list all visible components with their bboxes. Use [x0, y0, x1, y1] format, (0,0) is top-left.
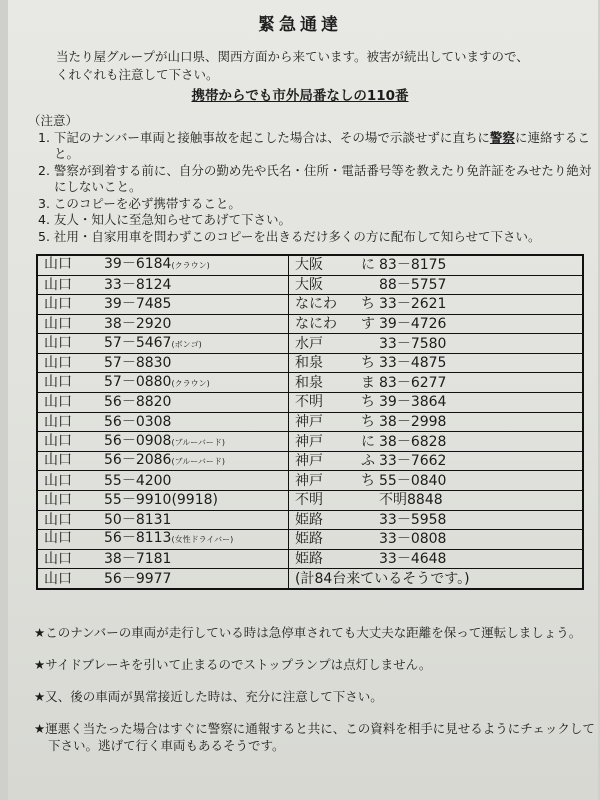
plate-region: 神戸	[295, 433, 323, 450]
plate-vehicle-note: (ブルーバード)	[171, 437, 225, 447]
plate-row	[37, 295, 583, 315]
plate-number: 33－4648	[379, 550, 447, 567]
plate-row	[37, 451, 583, 471]
plate-region: 山口	[44, 296, 72, 313]
warning-item: ★運悪く当たった場合はすぐに警察に通報すると共に、この資料を相手に見せるようにチェックして下さい。逃げて行く車両もあるそうです。	[34, 721, 595, 753]
plate-right-cell	[289, 510, 584, 530]
plate-left-cell	[37, 549, 289, 569]
plate-right-cell	[289, 393, 584, 413]
plate-number: 57－8830	[104, 355, 172, 372]
plate-row	[37, 569, 583, 589]
plate-region: 姫路	[295, 511, 323, 528]
plate-right-cell	[289, 530, 584, 550]
plate-right-cell	[289, 432, 584, 452]
plate-region: 山口	[44, 256, 72, 273]
hotline-notice	[0, 84, 600, 104]
notes-section	[28, 113, 600, 245]
plate-region: 山口	[44, 355, 72, 372]
plate-row	[37, 334, 583, 354]
plate-kana: ち	[361, 472, 375, 489]
intro-text	[56, 48, 529, 84]
plate-left-cell	[37, 373, 289, 393]
plate-number: 56－9977	[104, 570, 172, 587]
plate-number: 38－6828	[379, 433, 447, 450]
plate-region: 山口	[44, 511, 72, 528]
hotline-text: 携帯からでも市外局番なしの110番	[191, 88, 409, 104]
note-text: 友人・知人に至急知らせてあげて下さい。	[53, 212, 292, 227]
plate-region: なにわ	[295, 316, 337, 333]
plate-right-cell	[289, 569, 584, 589]
plate-number: 55－0840	[379, 472, 447, 489]
plate-region: 水戸	[295, 335, 323, 352]
plate-left-cell	[37, 255, 289, 275]
plate-number: 33－4875	[379, 355, 447, 372]
plate-region: 山口	[44, 452, 72, 469]
intro-line: 当たり屋グループが山口県、関西方面から来ています。被害が続出していますので、	[56, 49, 529, 64]
note-number: 4.	[38, 212, 54, 227]
plate-number: 39－7485	[104, 296, 172, 313]
plate-number: 57－0880	[104, 373, 172, 390]
plate-right-cell	[289, 490, 584, 510]
plate-row	[37, 373, 583, 393]
plate-region: 山口	[44, 394, 72, 411]
plate-region: 姫路	[295, 531, 323, 548]
plate-region: 山口	[44, 472, 72, 489]
plate-left-cell	[37, 432, 289, 452]
plate-number: 83－6277	[379, 374, 447, 391]
plate-kana: ち	[361, 355, 375, 372]
note-number: 1.	[38, 129, 54, 145]
plate-row	[37, 549, 583, 569]
plate-region: 山口	[44, 276, 72, 293]
plate-row	[37, 510, 583, 530]
plate-number: 39－3864	[379, 394, 447, 411]
plate-right-cell	[289, 471, 584, 491]
plate-left-cell	[37, 393, 289, 413]
plate-number: 55－9910(9918)	[104, 492, 218, 509]
note-keyword: 警察	[489, 129, 515, 145]
note-item	[28, 163, 600, 196]
note-number: 2.	[38, 162, 54, 178]
note-text: 警察が到着する前に、自分の勤め先や氏名・住所・電話番号等を教えたり免許証をみせたり絶対にしないこと。	[53, 162, 592, 194]
plate-right-cell	[289, 451, 584, 471]
plate-number: 33－2621	[379, 296, 447, 313]
plate-left-cell	[37, 510, 289, 530]
plate-region: 山口	[44, 316, 72, 333]
flyer-title: 緊急通達	[258, 15, 342, 35]
plate-right-cell	[289, 549, 584, 569]
note-number: 3.	[38, 195, 54, 211]
plate-number: 33－8124	[104, 276, 172, 293]
plate-left-cell	[37, 275, 289, 295]
plate-left-cell	[37, 530, 289, 550]
plate-region: 山口	[44, 530, 72, 547]
plate-kana: ふ	[361, 453, 375, 470]
plate-number: 33－0808	[379, 531, 447, 548]
plate-kana: に	[361, 257, 375, 274]
plate-region: 神戸	[295, 413, 323, 430]
plate-row	[37, 314, 583, 334]
plate-row	[37, 490, 583, 510]
note-text: 社用・自家用車を問わずこのコピーを出きるだけ多くの方に配布して知らせて下さい。	[53, 228, 541, 244]
plate-region: 山口	[44, 492, 72, 509]
plate-kana: す	[361, 316, 375, 333]
plate-number: 50－8131	[104, 511, 172, 528]
warning-item: ★サイドブレーキを引いて止まるのでストップランプは点灯しません。	[34, 657, 432, 672]
plate-left-cell	[37, 334, 289, 354]
plate-number: 33－7580	[379, 335, 447, 352]
plate-number: 83－8175	[379, 257, 447, 274]
plate-kana: ち	[361, 413, 375, 430]
plate-region: 和泉	[295, 355, 323, 372]
plate-left-cell	[37, 490, 289, 510]
plate-region: 神戸	[295, 472, 323, 489]
plate-kana: に	[361, 433, 375, 450]
plate-vehicle-note: (クラウン)	[171, 261, 210, 271]
plate-left-cell	[37, 412, 289, 432]
note-item	[28, 229, 600, 246]
plate-vehicle-note: (ボンゴ)	[171, 339, 202, 349]
plate-number: 56－8820	[104, 394, 172, 411]
plate-row	[37, 471, 583, 491]
plate-region: 大阪	[295, 257, 323, 274]
plate-region: 山口	[44, 570, 72, 587]
plate-right-cell	[289, 255, 584, 275]
note-item	[28, 130, 600, 163]
plate-number: 39－4726	[379, 316, 447, 333]
plate-region: 山口	[44, 550, 72, 567]
plate-left-cell	[37, 314, 289, 334]
plate-region: 姫路	[295, 550, 323, 567]
plate-number: 88－5757	[379, 276, 447, 293]
plate-number: 56－8113	[104, 530, 172, 547]
plate-row	[37, 275, 583, 295]
plate-number: 39－6184	[104, 256, 172, 273]
notes-list	[28, 130, 600, 246]
plate-region: 山口	[44, 413, 72, 430]
plate-kana: ま	[361, 374, 375, 391]
plate-number: 33－5958	[379, 511, 447, 528]
bottom-notes	[34, 624, 600, 769]
plate-right-cell	[289, 334, 584, 354]
plate-number: 56－0908	[104, 432, 172, 449]
plate-region: 神戸	[295, 453, 323, 470]
plates-table	[36, 254, 584, 590]
plate-total-note: (計84台来ているそうです。)	[295, 570, 470, 587]
plate-row	[37, 530, 583, 550]
note-text: このコピーを必ず携帯すること。	[53, 195, 241, 211]
plate-number: 38－2998	[379, 413, 447, 430]
plate-right-cell	[289, 373, 584, 393]
warning-item: ★又、後の車両が異常接近した時は、充分に注意して下さい。	[34, 689, 383, 704]
note-item	[28, 196, 600, 213]
plate-region: 不明	[295, 394, 323, 411]
plate-left-cell	[37, 295, 289, 315]
plate-region: 大阪	[295, 276, 323, 293]
plate-number: 57－5467	[104, 334, 172, 351]
plate-row	[37, 353, 583, 373]
plate-number: 56－2086	[104, 452, 172, 469]
plate-vehicle-note: (女性ドライバー)	[171, 535, 234, 545]
intro-line: くれぐれも注意して下さい。	[56, 67, 219, 82]
note-text: 下記のナンバー車両と接触事故を起こした場合は、その場で示談せずに直ちに	[53, 129, 490, 145]
plate-right-cell	[289, 275, 584, 295]
note-number: 5.	[38, 228, 54, 244]
plate-region: なにわ	[295, 296, 337, 313]
plate-number: 38－2920	[104, 316, 172, 333]
warning-item: ★このナンバーの車両が走行している時は急停車されても大丈夫な距離を保って運転しましょう。	[34, 625, 582, 640]
plate-vehicle-note: (クラウン)	[171, 378, 210, 388]
plate-left-cell	[37, 569, 289, 589]
note-text-end: に連絡すること。	[54, 129, 590, 161]
note-item	[28, 212, 600, 229]
plate-right-cell	[289, 412, 584, 432]
plate-right-cell	[289, 314, 584, 334]
plate-kana: ち	[361, 394, 375, 411]
plate-region: 山口	[44, 373, 72, 390]
plate-region: 和泉	[295, 374, 323, 391]
plate-region: 山口	[44, 334, 72, 351]
plate-number: 56－0308	[104, 413, 172, 430]
plate-row	[37, 255, 583, 275]
plate-number: 不明8848	[379, 492, 443, 509]
plate-kana: ち	[361, 296, 375, 313]
plate-vehicle-note: (ブルーバード)	[171, 457, 225, 467]
plate-right-cell	[289, 295, 584, 315]
notes-heading: （注意）	[28, 113, 79, 128]
plate-region: 山口	[44, 432, 72, 449]
plate-left-cell	[37, 471, 289, 491]
plate-right-cell	[289, 353, 584, 373]
plate-left-cell	[37, 451, 289, 471]
plate-number: 38－7181	[104, 550, 172, 567]
plate-row	[37, 412, 583, 432]
plate-row	[37, 432, 583, 452]
plate-row	[37, 393, 583, 413]
plate-number: 33－7662	[379, 453, 447, 470]
plate-number: 55－4200	[104, 472, 172, 489]
plate-region: 不明	[295, 492, 323, 509]
plate-left-cell	[37, 353, 289, 373]
